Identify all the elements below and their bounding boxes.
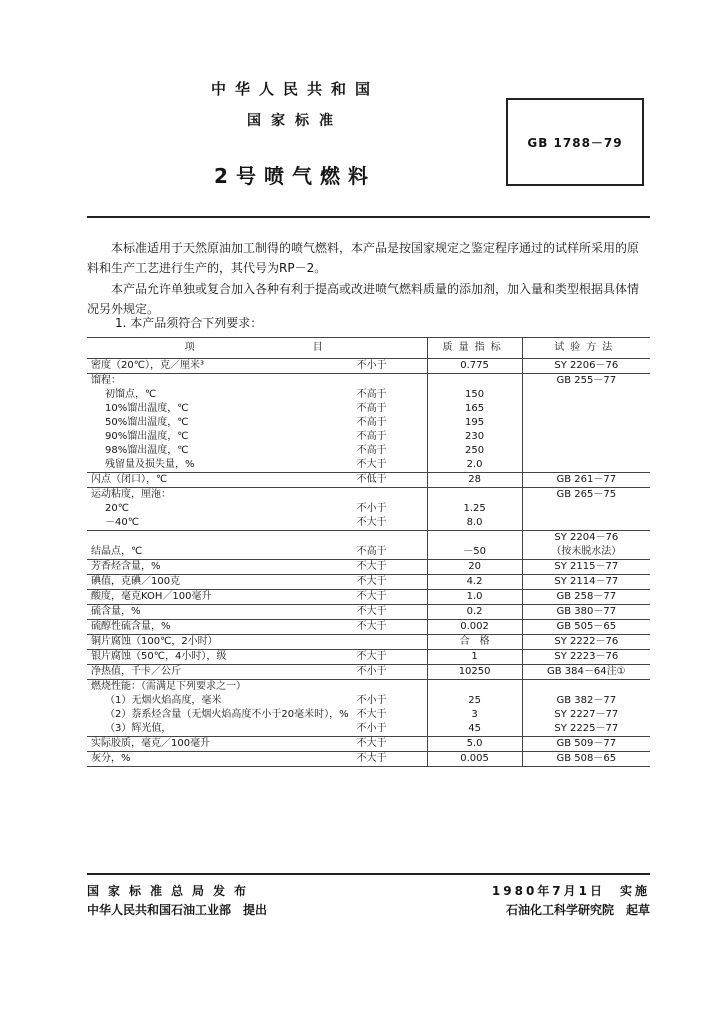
condition-cell — [353, 752, 428, 767]
condition-cell — [353, 531, 428, 560]
item-cell — [87, 665, 353, 680]
method-cell — [522, 374, 650, 473]
method-cell — [522, 680, 650, 737]
item-line: 净热值，千卡／公斤 — [91, 666, 181, 677]
condition-line: 不大于 — [356, 576, 387, 587]
value-line: 合 格 — [459, 636, 490, 647]
value-line: 0.775 — [460, 360, 489, 371]
method-cell — [522, 488, 650, 531]
item-line: 10%馏出温度，℃ — [105, 403, 189, 414]
item-cell — [87, 620, 353, 635]
table-row — [87, 737, 650, 752]
value-line: 2.0 — [466, 459, 483, 470]
value-line: 45 — [468, 723, 481, 734]
table-row — [87, 752, 650, 767]
condition-cell — [353, 650, 428, 665]
item-line: 银片腐蚀（50℃，4小时），级 — [91, 651, 227, 662]
requirements-table — [87, 337, 650, 767]
condition-line: 不小于 — [356, 695, 387, 706]
method-line: （按未脱水法） — [551, 546, 622, 557]
condition-cell — [353, 473, 428, 488]
item-line: 20℃ — [105, 503, 129, 514]
method-cell — [522, 620, 650, 635]
value-line: 0.002 — [460, 621, 489, 632]
standard-code: GB 1788－79 — [527, 135, 623, 150]
value-cell — [427, 635, 522, 650]
table-row — [87, 650, 650, 665]
intro-paragraph-scope: 本标准适用于天然原油加工制得的喷气燃料，本产品是按国家规定之鉴定程序通过的试样所采用的原料和生产工艺进行生产的，其代号为RP－2。 — [87, 241, 640, 275]
column-header-value: 质量指标 — [427, 338, 522, 359]
item-cell — [87, 752, 353, 767]
method-line: SY 2222－76 — [554, 636, 619, 647]
condition-cell — [353, 737, 428, 752]
item-line: 初馏点，℃ — [105, 389, 157, 400]
method-line: SY 2225－77 — [554, 723, 619, 734]
condition-cell — [353, 635, 428, 650]
document-title: 2号喷气燃料 — [214, 164, 376, 188]
item-cell — [87, 605, 353, 620]
table-row — [87, 374, 650, 473]
condition-line: 不高于 — [356, 417, 387, 428]
value-cell — [427, 650, 522, 665]
item-cell — [87, 650, 353, 665]
table-row — [87, 665, 650, 680]
condition-cell — [353, 590, 428, 605]
table-row — [87, 605, 650, 620]
method-line: SY 2206－76 — [554, 360, 619, 371]
issuer: 国家标准总局发布 — [87, 884, 256, 898]
value-line: 0.2 — [466, 606, 483, 617]
table-row — [87, 488, 650, 531]
table-row — [87, 680, 650, 737]
value-cell — [427, 605, 522, 620]
value-cell — [427, 575, 522, 590]
method-cell — [522, 575, 650, 590]
method-cell — [522, 473, 650, 488]
value-line: 5.0 — [466, 738, 483, 749]
condition-line: 不大于 — [356, 517, 387, 528]
effective-date: 1980年7月1日 实施 — [491, 884, 650, 898]
item-line: 闪点（闭口），℃ — [91, 474, 168, 485]
item-line: 50%馏出温度，℃ — [105, 417, 189, 428]
condition-line: 不高于 — [356, 431, 387, 442]
value-line: 28 — [468, 474, 481, 485]
item-line: 实际胶质，毫克／100毫升 — [91, 738, 211, 749]
method-cell — [522, 752, 650, 767]
value-cell — [427, 590, 522, 605]
item-line: 铜片腐蚀（100℃，2小时） — [91, 636, 218, 647]
condition-cell — [353, 374, 428, 473]
condition-cell — [353, 680, 428, 737]
condition-line: 不高于 — [356, 403, 387, 414]
value-cell — [427, 531, 522, 560]
footer-divider — [87, 873, 650, 875]
condition-cell — [353, 359, 428, 374]
item-line: 碘值，克碘／100克 — [91, 576, 181, 587]
item-line: －40℃ — [105, 517, 139, 528]
header-divider — [87, 216, 650, 218]
value-line: 250 — [465, 445, 485, 456]
item-line: 90%馏出温度，℃ — [105, 431, 189, 442]
value-line: 230 — [465, 431, 485, 442]
table-row — [87, 531, 650, 560]
condition-line: 不大于 — [356, 561, 387, 572]
condition-cell — [353, 575, 428, 590]
item-line: 硫醇性硫含量，% — [91, 621, 171, 632]
method-cell — [522, 590, 650, 605]
value-line: 3 — [471, 709, 478, 720]
method-cell — [522, 737, 650, 752]
condition-line: 不低于 — [356, 474, 387, 485]
condition-line: 不大于 — [356, 459, 387, 470]
item-line: 结晶点，℃ — [91, 546, 143, 557]
condition-line: 不大于 — [356, 591, 387, 602]
method-line: GB 384－64注① — [547, 666, 626, 677]
item-cell — [87, 560, 353, 575]
value-line: 1.0 — [466, 591, 483, 602]
value-line: 150 — [465, 389, 485, 400]
condition-line: 不大于 — [356, 753, 387, 764]
condition-line: 不高于 — [356, 546, 387, 557]
value-cell — [427, 737, 522, 752]
table-row — [87, 620, 650, 635]
item-line: （1）无烟火焰高度，毫米 — [105, 695, 222, 706]
column-header-item: 项 目 — [87, 338, 427, 359]
value-cell — [427, 560, 522, 575]
item-cell — [87, 635, 353, 650]
item-line: 灰分，% — [91, 753, 131, 764]
item-line: 运动粘度，厘沲： — [91, 489, 171, 500]
issuing-country: 中华人民共和国 — [210, 80, 379, 98]
method-line: GB 261－77 — [556, 474, 617, 485]
value-line: 195 — [465, 417, 485, 428]
condition-cell — [353, 665, 428, 680]
value-line: 8.0 — [466, 517, 483, 528]
item-line: 酸度，毫克KOH／100毫升 — [91, 591, 212, 602]
method-line: GB 509－77 — [556, 738, 617, 749]
intro-paragraph-additives: 本产品允许单独或复合加入各种有利于提高或改进喷气燃料质量的添加剂，加入量和类型根据具体情况另外规定。 — [87, 282, 640, 316]
item-line: （2）萘系烃含量（无烟火焰高度不小于20毫米时），% — [105, 709, 349, 720]
proposer: 中华人民共和国石油工业部 提出 — [87, 903, 268, 917]
value-line: 1 — [471, 651, 478, 662]
condition-line: 不高于 — [356, 389, 387, 400]
value-line: 4.2 — [466, 576, 483, 587]
method-line: SY 2223－76 — [554, 651, 619, 662]
value-line: 20 — [468, 561, 481, 572]
item-cell — [87, 531, 353, 560]
condition-cell — [353, 488, 428, 531]
item-line: 残留量及损失量，% — [105, 459, 195, 470]
drafter: 石油化工科学研究院 起草 — [505, 903, 650, 917]
condition-line: 不大于 — [356, 621, 387, 632]
condition-line: 不小于 — [356, 360, 387, 371]
method-line: GB 255－77 — [556, 375, 617, 386]
condition-line: 不小于 — [356, 503, 387, 514]
method-line: GB 508－65 — [556, 753, 617, 764]
table-row — [87, 560, 650, 575]
method-cell — [522, 531, 650, 560]
item-cell — [87, 473, 353, 488]
method-cell — [522, 665, 650, 680]
method-line: GB 380－77 — [556, 606, 617, 617]
method-line: GB 265－75 — [556, 489, 617, 500]
method-line: SY 2115－77 — [554, 561, 619, 572]
standard-code-box — [506, 98, 644, 186]
value-cell — [427, 620, 522, 635]
column-header-method: 试验方法 — [522, 338, 650, 359]
condition-cell — [353, 605, 428, 620]
value-cell — [427, 359, 522, 374]
value-line: 1.25 — [463, 503, 486, 514]
item-cell — [87, 359, 353, 374]
standard-type: 国家标准 — [247, 113, 343, 129]
value-cell — [427, 665, 522, 680]
condition-line: 不小于 — [356, 666, 387, 677]
item-line: 98%馏出温度，℃ — [105, 445, 189, 456]
condition-line: 不小于 — [356, 723, 387, 734]
item-line: 硫含量，% — [91, 606, 141, 617]
item-line: 燃烧性能：（需满足下列要求之一） — [91, 681, 246, 692]
table-row — [87, 359, 650, 374]
condition-line: 不高于 — [356, 445, 387, 456]
item-cell — [87, 488, 353, 531]
value-cell — [427, 488, 522, 531]
item-cell — [87, 374, 353, 473]
value-line: 165 — [465, 403, 485, 414]
item-cell — [87, 590, 353, 605]
method-cell — [522, 650, 650, 665]
method-line: SY 2204－76 — [554, 532, 619, 543]
condition-line: 不大于 — [356, 738, 387, 749]
item-cell — [87, 575, 353, 590]
value-line: －50 — [463, 546, 486, 557]
condition-cell — [353, 620, 428, 635]
value-cell — [427, 752, 522, 767]
method-line: SY 2227－77 — [554, 709, 619, 720]
method-line: GB 258－77 — [556, 591, 617, 602]
method-line: SY 2114－77 — [554, 576, 619, 587]
condition-cell — [353, 560, 428, 575]
method-cell — [522, 605, 650, 620]
condition-line: 不大于 — [356, 606, 387, 617]
item-cell — [87, 737, 353, 752]
table-header-row — [87, 338, 650, 359]
item-cell — [87, 680, 353, 737]
value-line: 10250 — [458, 666, 491, 677]
method-cell — [522, 560, 650, 575]
table-row — [87, 575, 650, 590]
table-row — [87, 590, 650, 605]
item-line: 馏程： — [91, 375, 121, 386]
table-row — [87, 635, 650, 650]
value-line: 25 — [468, 695, 481, 706]
item-line: （3）辉光值， — [105, 723, 172, 734]
value-cell — [427, 473, 522, 488]
method-cell — [522, 635, 650, 650]
table-row — [87, 473, 650, 488]
method-line: GB 382－77 — [556, 695, 617, 706]
method-cell — [522, 359, 650, 374]
item-line: 密度（20℃），克／厘米³ — [91, 360, 204, 371]
requirements-intro: 1. 本产品须符合下列要求： — [115, 316, 263, 330]
condition-line: 不大于 — [356, 651, 387, 662]
item-line: 芳香烃含量，% — [91, 561, 161, 572]
condition-line: 不大于 — [356, 709, 387, 720]
value-cell — [427, 680, 522, 737]
value-cell — [427, 374, 522, 473]
method-line: GB 505－65 — [556, 621, 617, 632]
value-line: 0.005 — [460, 753, 489, 764]
table-body — [87, 359, 650, 767]
